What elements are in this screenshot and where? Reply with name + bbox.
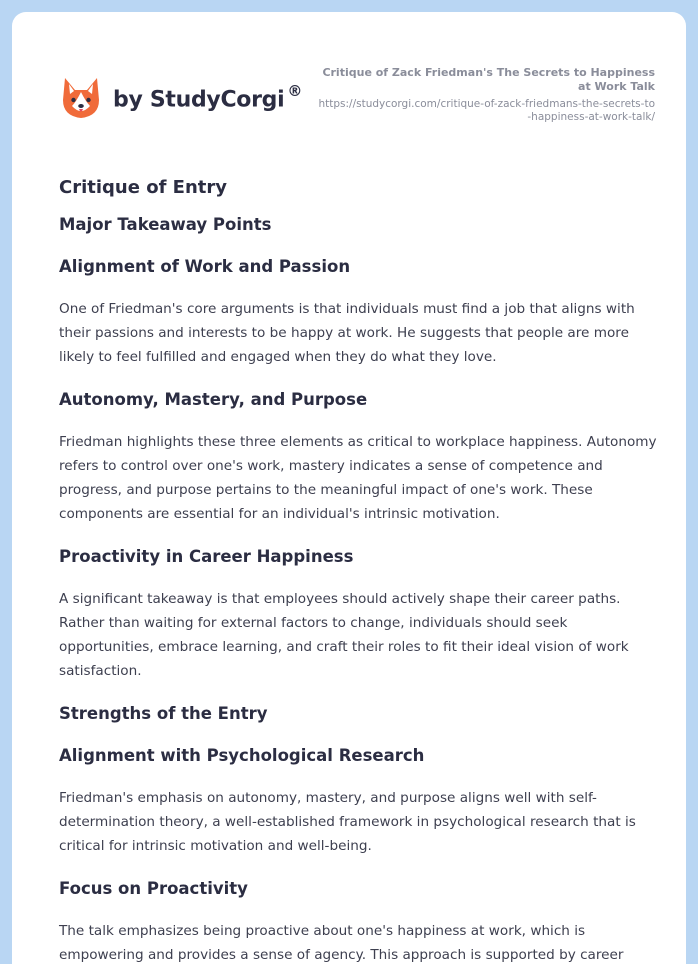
document-card [12, 12, 686, 964]
subheading-proactivity-career: Proactivity in Career Happiness [59, 547, 354, 566]
subheading-psychological-research: Alignment with Psychological Research [59, 746, 425, 765]
studycorgi-logo[interactable] [61, 76, 302, 120]
subheading-alignment-work-passion: Alignment of Work and Passion [59, 257, 351, 276]
subheading-focus-proactivity: Focus on Proactivity [59, 879, 248, 898]
paragraph-alignment-work-passion: One of Friedman's core arguments is that individuals must find a job that aligns with their passions and interests to be happy at work. He suggests that people are more likely to feel fulfilled and engaged when they do what they love. [59, 301, 635, 365]
article-content [59, 177, 659, 964]
section-heading-critique: Critique of Entry [59, 177, 227, 198]
brand-name: by StudyCorgi ® [113, 81, 303, 113]
paragraph-autonomy-mastery-purpose: Friedman highlights these three elements as critical to workplace happiness. Autonomy refers to control over one's work, mastery indicates a sense of competence and progress, and purpose pertains to the meaningful impact of one's work. These components are essential for an individual's intrinsic motivation. [59, 434, 657, 522]
paragraph-focus-proactivity: The talk emphasizes being proactive about one's happiness at work, which is empowering and provides a sense of agency. This approach is supported by career [59, 923, 624, 963]
section-heading-strengths: Strengths of the Entry [59, 704, 268, 723]
document-title: Critique of Zack Friedman's The Secrets to Happiness at Work Talk [322, 66, 655, 93]
section-heading-takeaways: Major Takeaway Points [59, 215, 272, 234]
document-meta [315, 66, 655, 124]
corgi-icon [61, 76, 101, 120]
registered-mark: ® [287, 81, 303, 100]
header [12, 12, 686, 162]
subheading-autonomy-mastery-purpose: Autonomy, Mastery, and Purpose [59, 390, 368, 409]
document-url[interactable]: https://studycorgi.com/critique-of-zack-friedmans-the-secrets-to-happiness-at-work-talk/ [318, 98, 655, 123]
paragraph-psychological-research: Friedman's emphasis on autonomy, mastery, and purpose aligns well with self-determination theory, a well-established framework in psychological research that is critical for intrinsic motivation and well-being. [59, 790, 636, 854]
paragraph-proactivity-career: A significant takeaway is that employees should actively shape their career paths. Rather than waiting for external factors to change, individuals should seek opportunities, embrace learning, and craft their roles to fit their ideal vision of work satisfaction. [59, 591, 629, 679]
